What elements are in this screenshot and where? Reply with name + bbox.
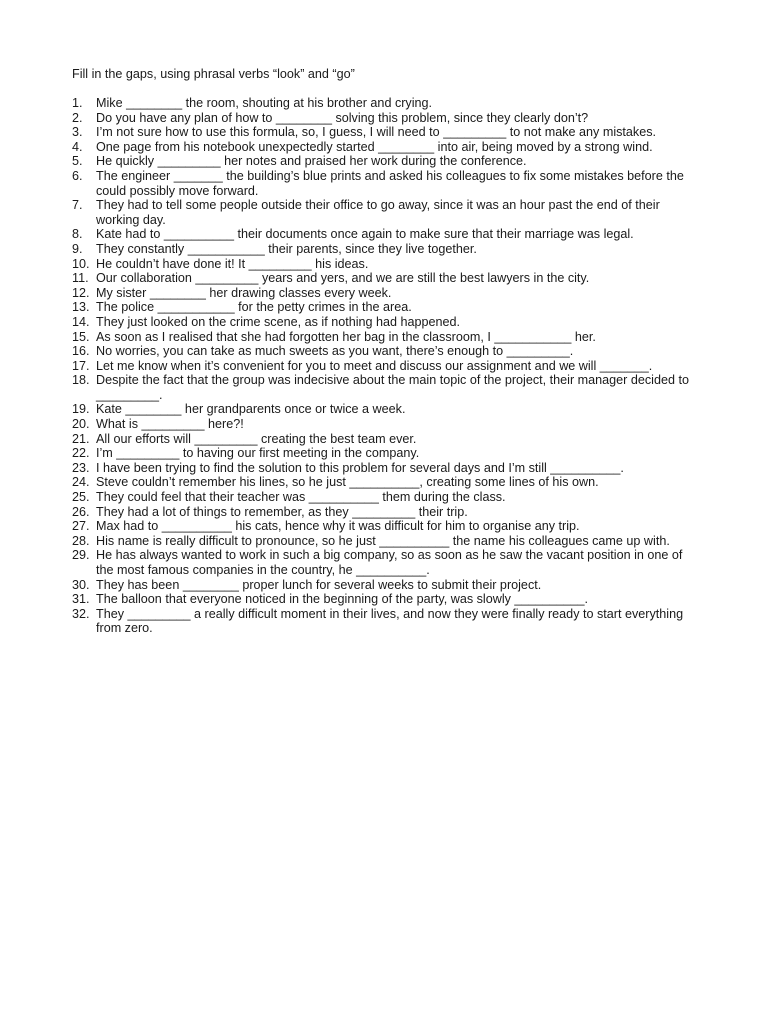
exercise-sentence: I’m not sure how to use this formula, so, I guess, I will need to _________ to not make any mistakes. <box>96 125 657 140</box>
exercise-number: 19. <box>72 402 90 417</box>
exercise-item <box>72 271 702 286</box>
exercise-sentence: My sister ________ her drawing classes every week. <box>96 285 392 300</box>
exercise-number: 17. <box>72 358 90 373</box>
exercise-sentence: They just looked on the crime scene, as if nothing had happened. <box>96 314 461 329</box>
exercise-item <box>72 330 702 345</box>
exercise-number: 25. <box>72 490 90 505</box>
exercise-item <box>72 140 702 155</box>
exercise-number: 9. <box>72 241 83 256</box>
exercise-item <box>72 257 702 272</box>
exercise-item <box>72 300 702 315</box>
exercise-number: 18. <box>72 373 90 388</box>
exercise-sentence: They could feel that their teacher was __________ them during the class. <box>96 490 506 505</box>
exercise-sentence: Do you have any plan of how to ________ solving this problem, since they clearly don’t? <box>96 110 589 125</box>
exercise-item <box>72 402 702 417</box>
exercise-item <box>72 534 702 549</box>
exercise-item <box>72 111 702 126</box>
exercise-number: 29. <box>72 548 90 563</box>
exercise-number: 30. <box>72 577 90 592</box>
exercise-sentence: No worries, you can take as much sweets as you want, there’s enough to _________. <box>96 344 574 359</box>
exercise-sentence: Despite the fact that the group was indecisive about the main topic of the project, their manager decided to _________. <box>96 373 689 402</box>
exercise-number: 31. <box>72 592 90 607</box>
exercise-item <box>72 242 702 257</box>
exercise-item <box>72 373 702 402</box>
exercise-sentence: One page from his notebook unexpectedly started ________ into air, being moved by a strong wind. <box>96 139 653 154</box>
exercise-sentence: They has been ________ proper lunch for several weeks to submit their project. <box>96 577 542 592</box>
exercise-item <box>72 505 702 520</box>
exercise-sentence: Steve couldn’t remember his lines, so he just __________, creating some lines of his own. <box>96 475 599 490</box>
exercise-sentence: He quickly _________ her notes and praised her work during the conference. <box>96 154 527 169</box>
exercise-number: 28. <box>72 533 90 548</box>
exercise-sentence: Kate ________ her grandparents once or twice a week. <box>96 402 406 417</box>
exercise-number: 5. <box>72 154 83 169</box>
exercise-number: 23. <box>72 460 90 475</box>
exercise-number: 20. <box>72 417 90 432</box>
exercise-sentence: The engineer _______ the building’s blue prints and asked his colleagues to fix some mistakes before the could possibly move forward. <box>96 168 684 198</box>
exercise-item <box>72 461 702 476</box>
exercise-number: 6. <box>72 168 83 183</box>
exercise-number: 14. <box>72 314 90 329</box>
exercise-item <box>72 475 702 490</box>
exercise-number: 22. <box>72 446 90 461</box>
exercise-item <box>72 154 702 169</box>
exercise-item <box>72 96 702 111</box>
exercise-number: 7. <box>72 198 83 213</box>
exercise-number: 12. <box>72 285 90 300</box>
exercise-sentence: The balloon that everyone noticed in the beginning of the party, was slowly __________. <box>96 592 588 607</box>
exercise-item <box>72 417 702 432</box>
exercise-sentence: Let me know when it’s convenient for you to meet and discuss our assignment and we will _______. <box>96 358 653 373</box>
exercise-number: 3. <box>72 125 83 140</box>
exercise-item <box>72 169 702 198</box>
exercise-number: 11. <box>72 271 89 286</box>
exercise-sentence: He has always wanted to work in such a big company, so as soon as he saw the vacant position in one of the most famous companies in the country, he __________. <box>96 548 683 577</box>
exercise-item <box>72 344 702 359</box>
exercise-item <box>72 359 702 374</box>
exercise-number: 15. <box>72 329 90 344</box>
exercise-item <box>72 125 702 140</box>
exercise-number: 13. <box>72 300 90 315</box>
exercise-item <box>72 490 702 505</box>
exercise-sentence: They constantly ___________ their parents, since they live together. <box>96 241 477 256</box>
exercise-sentence: Our collaboration _________ years and yers, and we are still the best lawyers in the city. <box>96 271 590 286</box>
exercise-item <box>72 578 702 593</box>
exercise-item <box>72 227 702 242</box>
exercise-number: 1. <box>72 96 83 110</box>
exercise-sentence: They had to tell some people outside their office to go away, since it was an hour past the end of their working day. <box>96 198 660 227</box>
exercise-number: 27. <box>72 519 90 534</box>
exercise-number: 16. <box>72 344 90 359</box>
exercise-sentence: As soon as I realised that she had forgotten her bag in the classroom, I ___________ her. <box>96 329 596 344</box>
exercise-sentence: He couldn’t have done it! It _________ his ideas. <box>96 256 369 271</box>
exercise-sentence: They had a lot of things to remember, as they _________ their trip. <box>96 504 468 519</box>
exercise-item <box>72 607 702 636</box>
exercise-sentence: Mike ________ the room, shouting at his brother and crying. <box>96 96 433 110</box>
exercise-sentence: The police ___________ for the petty crimes in the area. <box>96 300 412 315</box>
exercise-number: 24. <box>72 475 90 490</box>
exercise-sentence: What is _________ here?! <box>96 417 244 432</box>
worksheet-title: Fill in the gaps, using phrasal verbs “look” and “go” <box>72 67 355 81</box>
exercise-number: 32. <box>72 606 90 621</box>
exercise-sentence: Kate had to __________ their documents once again to make sure that their marriage was legal. <box>96 227 634 242</box>
exercise-sentence: All our efforts will _________ creating the best team ever. <box>96 431 417 446</box>
exercise-item <box>72 315 702 330</box>
exercise-item <box>72 446 702 461</box>
exercise-number: 4. <box>72 139 83 154</box>
exercise-item <box>72 432 702 447</box>
exercise-number: 21. <box>72 431 90 446</box>
exercise-sentence: I’m _________ to having our first meeting in the company. <box>96 446 420 461</box>
exercise-item <box>72 519 702 534</box>
exercise-number: 26. <box>72 504 90 519</box>
exercise-number: 2. <box>72 110 83 125</box>
exercise-sentence: His name is really difficult to pronounce, so he just __________ the name his colleagues came up with. <box>96 533 670 548</box>
exercise-sentence: I have been trying to find the solution to this problem for several days and I’m still __________. <box>96 460 624 475</box>
exercise-sentence: They _________ a really difficult moment in their lives, and now they were finally ready to start everything from zero. <box>96 606 684 636</box>
exercise-number: 10. <box>72 256 90 271</box>
exercise-item <box>72 592 702 607</box>
exercise-item <box>72 198 702 227</box>
exercise-number: 8. <box>72 227 83 242</box>
exercise-item <box>72 286 702 301</box>
exercise-item <box>72 548 702 577</box>
exercise-list <box>72 96 702 636</box>
exercise-sentence: Max had to __________ his cats, hence why it was difficult for him to organise any trip. <box>96 519 580 534</box>
